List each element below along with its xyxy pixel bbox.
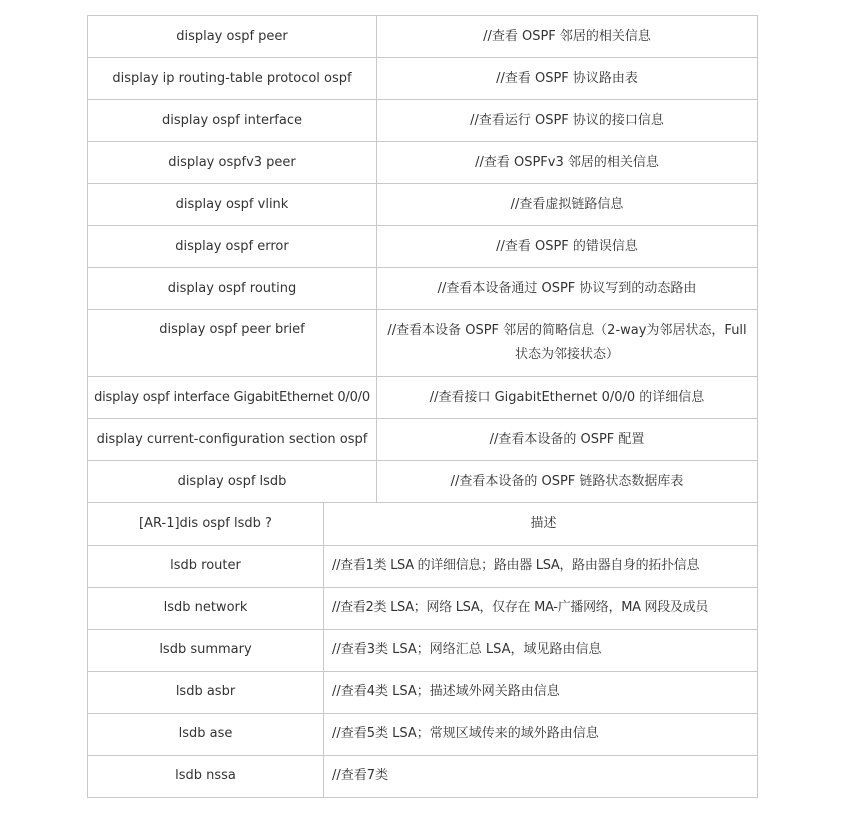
- description-cell: //查看本设备的 OSPF 链路状态数据库表: [377, 461, 758, 503]
- table-row: [88, 142, 758, 184]
- table-row: [88, 629, 758, 671]
- description-cell: //查看 OSPF 邻居的相关信息: [377, 16, 758, 58]
- command-cell: lsdb asbr: [88, 671, 324, 713]
- command-cell: display ospf interface: [88, 100, 377, 142]
- description-cell: //查看本设备 OSPF 邻居的简略信息（2-way为邻居状态，Full状态为邻接状态）: [377, 310, 758, 377]
- command-cell: lsdb network: [88, 587, 324, 629]
- header-command-cell: [AR-1]dis ospf lsdb ?: [88, 503, 324, 545]
- table-header-row: [88, 503, 758, 545]
- description-cell: //查看本设备通过 OSPF 协议写到的动态路由: [377, 268, 758, 310]
- command-cell: display ip routing-table protocol ospf: [88, 58, 377, 100]
- table-row: [88, 184, 758, 226]
- table-row: [88, 268, 758, 310]
- command-cell: display ospf peer brief: [88, 310, 377, 377]
- table-row: [88, 755, 758, 797]
- table-row: [88, 713, 758, 755]
- lsdb-command-table: [87, 503, 758, 798]
- command-cell: display ospf peer: [88, 16, 377, 58]
- table-row: [88, 58, 758, 100]
- command-cell: lsdb summary: [88, 629, 324, 671]
- table-row: [88, 16, 758, 58]
- command-cell: display ospf interface GigabitEthernet 0/0/0: [88, 377, 377, 419]
- table-row: [88, 461, 758, 503]
- description-cell: //查看接口 GigabitEthernet 0/0/0 的详细信息: [377, 377, 758, 419]
- table-row: [88, 419, 758, 461]
- description-cell: //查看5类 LSA；常规区域传来的域外路由信息: [324, 713, 758, 755]
- table-row: [88, 545, 758, 587]
- command-cell: display current-configuration section ospf: [88, 419, 377, 461]
- table-row: [88, 671, 758, 713]
- description-cell: //查看4类 LSA；描述域外网关路由信息: [324, 671, 758, 713]
- table-row: [88, 587, 758, 629]
- table-row: [88, 377, 758, 419]
- command-cell: display ospf routing: [88, 268, 377, 310]
- description-cell: //查看7类: [324, 755, 758, 797]
- command-cell: display ospf lsdb: [88, 461, 377, 503]
- command-cell: lsdb ase: [88, 713, 324, 755]
- ospf-command-table: [87, 15, 758, 503]
- description-cell: //查看本设备的 OSPF 配置: [377, 419, 758, 461]
- description-cell: //查看 OSPF 的错误信息: [377, 226, 758, 268]
- command-cell: lsdb router: [88, 545, 324, 587]
- description-cell: //查看2类 LSA；网络 LSA，仅存在 MA-广播网络，MA 网段及成员: [324, 587, 758, 629]
- command-cell: lsdb nssa: [88, 755, 324, 797]
- header-description-cell: 描述: [324, 503, 758, 545]
- table-row: [88, 100, 758, 142]
- description-cell: //查看 OSPFv3 邻居的相关信息: [377, 142, 758, 184]
- table-row: [88, 310, 758, 377]
- command-cell: display ospf vlink: [88, 184, 377, 226]
- description-cell: //查看1类 LSA 的详细信息；路由器 LSA，路由器自身的拓扑信息: [324, 545, 758, 587]
- description-cell: //查看 OSPF 协议路由表: [377, 58, 758, 100]
- command-cell: display ospf error: [88, 226, 377, 268]
- ospf-command-reference: [87, 15, 757, 798]
- description-cell: //查看虚拟链路信息: [377, 184, 758, 226]
- table-row: [88, 226, 758, 268]
- command-cell: display ospfv3 peer: [88, 142, 377, 184]
- description-cell: //查看3类 LSA；网络汇总 LSA，域见路由信息: [324, 629, 758, 671]
- description-cell: //查看运行 OSPF 协议的接口信息: [377, 100, 758, 142]
